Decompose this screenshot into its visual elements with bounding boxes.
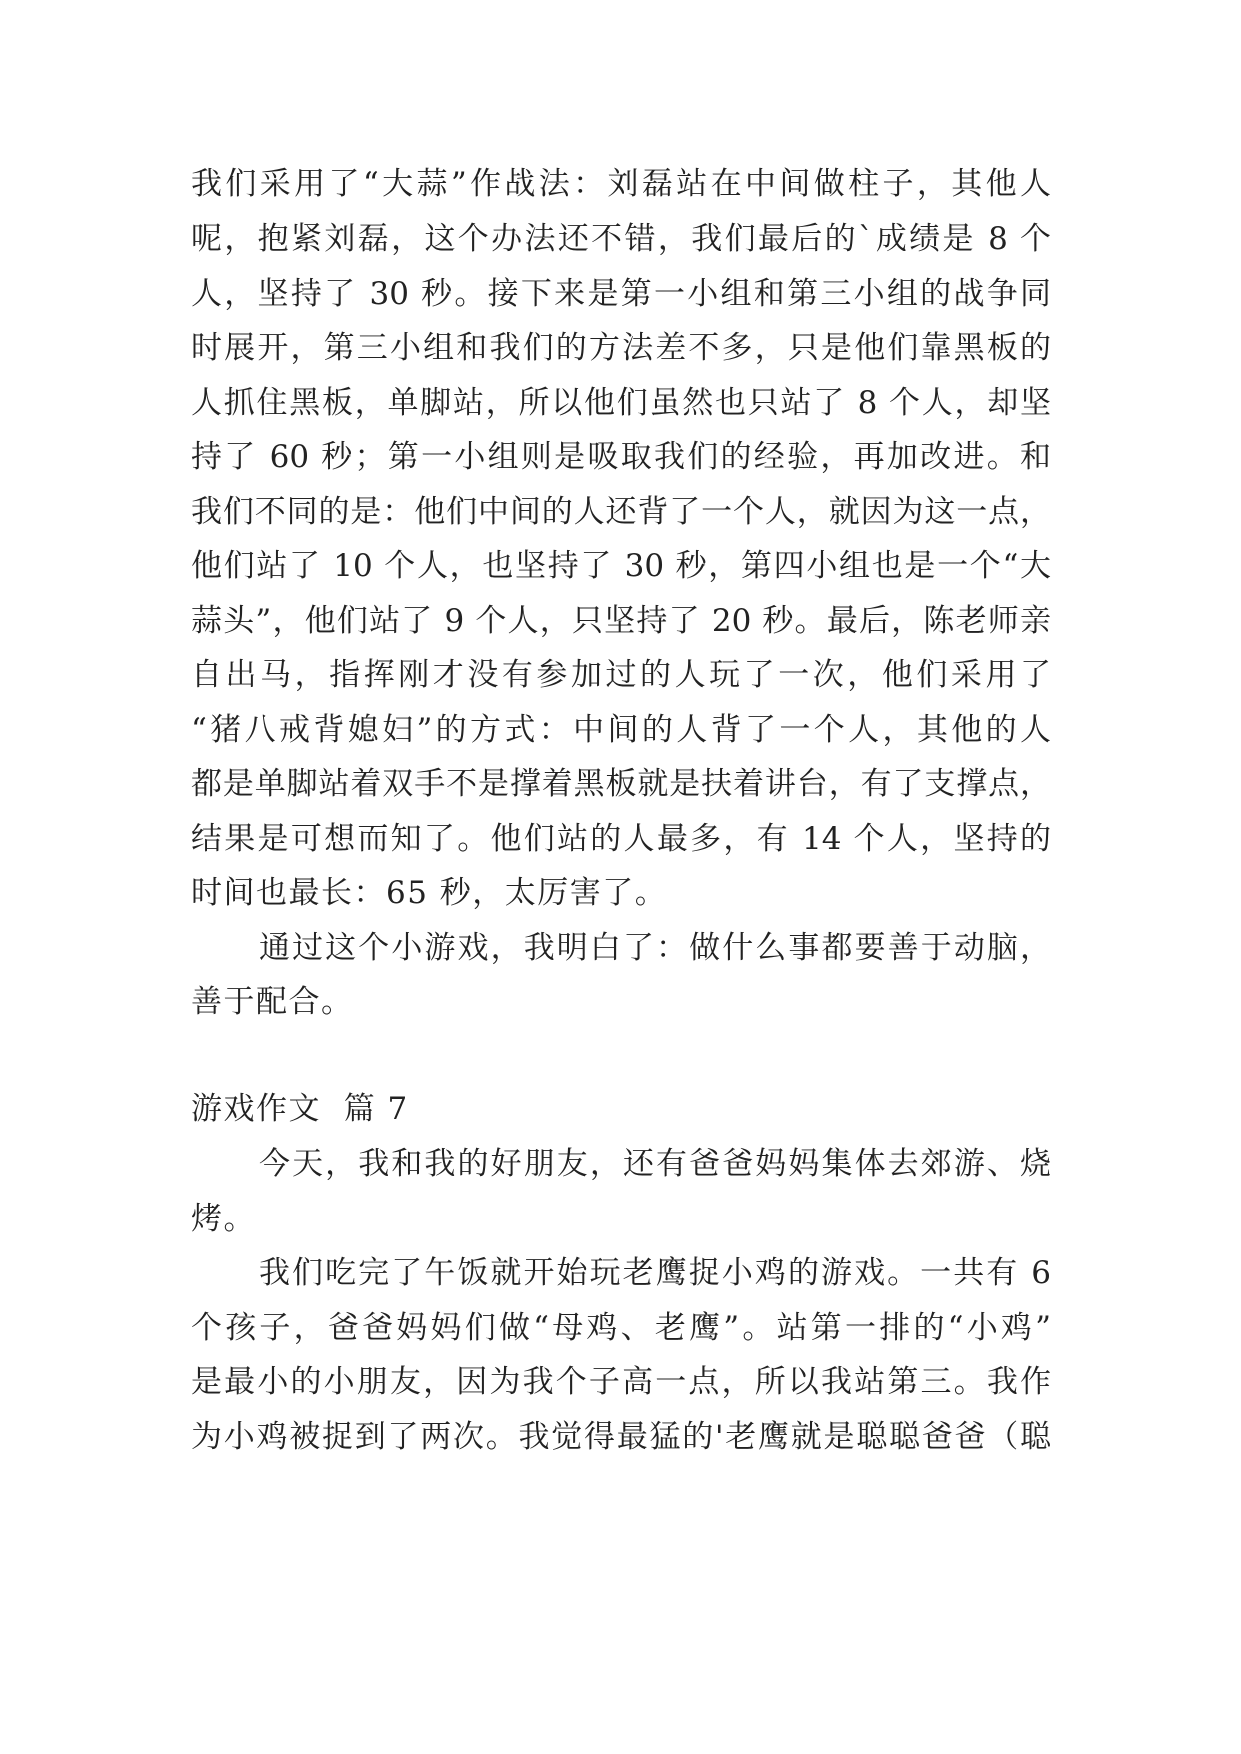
paragraph-line: 人，坚持了 30 秒。接下来是第一小组和第三小组的战争同 (191, 276, 1051, 312)
paragraph-line: 为小鸡被捉到了两次。我觉得最猛的'老鹰就是聪聪爸爸（聪 (191, 1419, 1051, 1455)
paragraph-line: 蒜头”，他们站了 9 个人，只坚持了 20 秒。最后，陈老师亲 (191, 603, 1051, 639)
paragraph-line: 今天，我和我的好朋友，还有爸爸妈妈集体去郊游、烧 (259, 1146, 1051, 1182)
paragraph-line: 烤。 (191, 1201, 256, 1237)
paragraph-line: 时展开，第三小组和我们的方法差不多，只是他们靠黑板的 (191, 330, 1051, 366)
paragraph-line: 他们站了 10 个人，也坚持了 30 秒，第四小组也是一个“大 (191, 548, 1051, 584)
paragraph-line: 人抓住黑板，单脚站，所以他们虽然也只站了 8 个人，却坚 (191, 385, 1051, 421)
paragraph-line: 时间也最长：65 秒，太厉害了。 (191, 875, 668, 911)
paragraph-line: “猪八戒背媳妇”的方式：中间的人背了一个人，其他的人 (191, 712, 1051, 748)
paragraph-line: 是最小的小朋友，因为我个子高一点，所以我站第三。我作 (191, 1364, 1051, 1400)
paragraph-line: 我们采用了“大蒜”作战法：刘磊站在中间做柱子，其他人 (191, 166, 1051, 202)
paragraph-line: 善于配合。 (191, 984, 354, 1020)
paragraph-line: 呢，抱紧刘磊，这个办法还不错，我们最后的`成绩是 8 个 (191, 221, 1051, 257)
paragraph-line: 结果是可想而知了。他们站的人最多，有 14 个人，坚持的 (191, 821, 1051, 857)
paragraph-line: 通过这个小游戏，我明白了：做什么事都要善于动脑， (259, 930, 1051, 966)
paragraph-line: 自出马，指挥刚才没有参加过的人玩了一次，他们采用了 (191, 657, 1051, 693)
paragraph-line: 我们吃完了午饭就开始玩老鹰捉小鸡的游戏。一共有 6 (259, 1255, 1051, 1291)
paragraph-line: 持了 60 秒；第一小组则是吸取我们的经验，再加改进。和 (191, 439, 1051, 475)
paragraph-line: 都是单脚站着双手不是撑着黑板就是扶着讲台，有了支撑点， (191, 766, 1051, 802)
paragraph-line: 我们不同的是：他们中间的人还背了一个人，就因为这一点， (191, 494, 1051, 530)
section-heading: 游戏作文 篇 7 (191, 1091, 409, 1127)
paragraph-line: 个孩子，爸爸妈妈们做“母鸡、老鹰”。站第一排的“小鸡” (191, 1310, 1051, 1346)
